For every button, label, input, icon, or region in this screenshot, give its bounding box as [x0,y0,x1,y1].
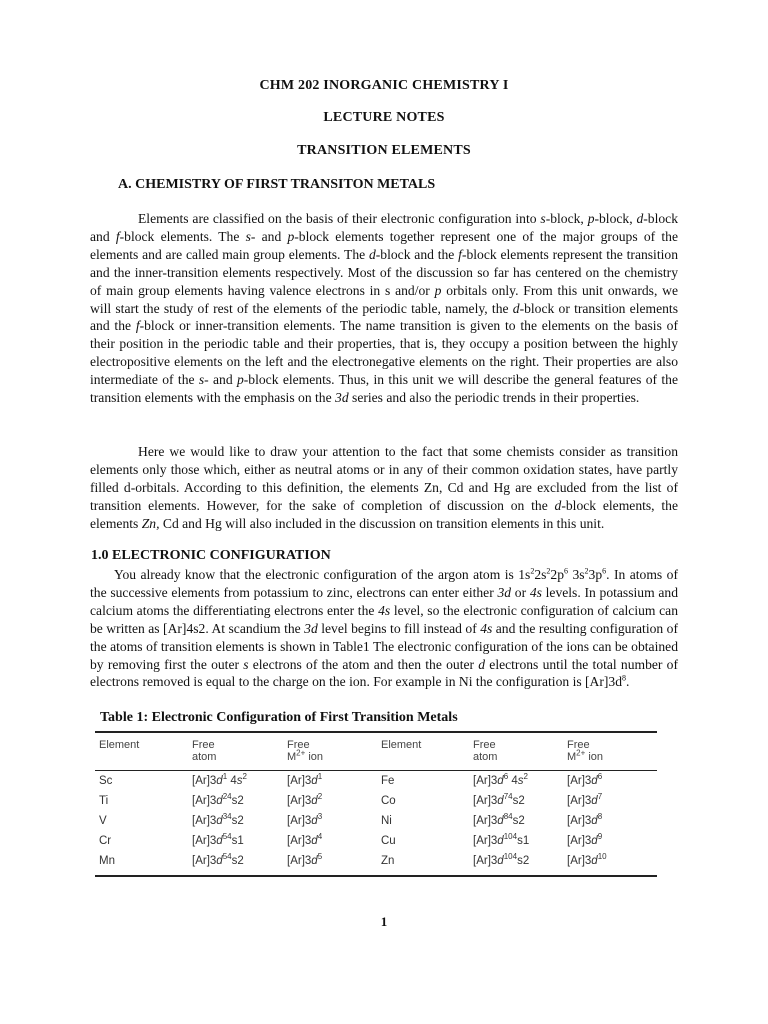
table-cell: Zn [381,855,395,867]
topic-title: TRANSITION ELEMENTS [297,143,471,158]
table-cell: Co [381,795,396,807]
table-cell: Cu [381,835,396,847]
section-1-paragraph [90,566,678,691]
table-cell: Ni [381,815,392,827]
table-cell: $[Ar]3d^6$ [567,772,603,787]
table-cell: Mn [99,855,115,867]
table-cell: V [99,815,107,827]
table-cell: Sc [99,775,113,787]
table-cell: $[Ar]3d^{54}s1$ [192,832,244,847]
section-a-heading: A. CHEMISTRY OF FIRST TRANSITON METALS [118,177,436,192]
table-cell: $[Ar]3d^{54}s2$ [192,852,244,867]
table-cell: Fe [381,775,395,787]
table-cell: $[Ar]3d^1$ $4s^2$ [192,772,247,787]
table-header-cell: Free $M^{2+}$ ion [287,739,324,763]
section-a-paragraph-1 [90,210,678,407]
table-cell: $[Ar]3d^9$ [567,832,603,847]
table-header-cell: Element [99,739,140,751]
table-header-rule [95,770,657,771]
table-cell: $[Ar]3d^4$ [287,832,323,847]
section-1-paragraph-text: You already know that the electronic configuration of the argon atom is $1s^22s^22p^6$ $3s^23p^6$. In atoms of the successive elements from potassium to zinc, electrons can enter either 3d or 4s levels. In potassium and calcium atoms the differentiating electrons enter the 4s level, so the electronic configuration of calcium can be written as [Ar]4s2. At scandium the 3d level begins to fill instead of 4s and the resulting configuration of the atoms of transition elements is shown in Table1 The electronic configuration of the ions can be obtained by removing first the outer s electrons of the atom and then the outer d electrons until the total number of electrons removed is equal to the charge on the ion. For example in Ni the configuration is $[Ar]3d^8$. [90,566,678,690]
table-header-cell: Free atom [473,739,498,763]
table-caption: Table 1: Electronic Configuration of First Transition Metals [100,710,458,725]
table-cell: $[Ar]3d^{34}s2$ [192,812,244,827]
table-cell: Cr [99,835,112,847]
lecture-notes-title: LECTURE NOTES [323,110,445,125]
table-cell: $[Ar]3d^{104}s1$ [473,832,530,847]
table-cell: $[Ar]3d^7$ [567,792,603,807]
table-header-cell: Free $M^{2+}$ ion [567,739,604,763]
table-cell: $[Ar]3d^1$ [287,772,323,787]
table-cell: $[Ar]3d^{104}s2$ [473,852,530,867]
table-cell: $[Ar]3d^{84}s2$ [473,812,525,827]
table-cell: $[Ar]3d^{24}s2$ [192,792,244,807]
section-a-paragraph-2-text: Here we would like to draw your attention to the fact that some chemists consider as transition elements only those which, either as neutral atoms or in any of their common oxidation states, have partly filled d-orbitals. According to this definition, the elements Zn, Cd and Hg are excluded from the list of transition elements. However, for the sake of completion of discussion on the d-block elements, the elements Zn, Cd and Hg will also included in the discussion on transition elements in this unit. [90,444,678,531]
table-cell: $[Ar]3d^8$ [567,812,603,827]
table-cell: $[Ar]3d^3$ [287,812,323,827]
table-cell: $[Ar]3d^6$ $4s^2$ [473,772,528,787]
table-cell: $[Ar]3d^{10}$ [567,852,607,867]
section-a-paragraph-1-text: Elements are classified on the basis of their electronic configuration into s-block, p-block, d-block and f-block elements. The s- and p-block elements together represent one of the major groups of the elements and are called main group elements. The d-block and the f-block elements represent the transition and the inner-transition elements respectively. Most of the discussion so far has centered on the chemistry of main group elements having valence electrons in s and/or p orbitals only. From this unit onwards, we will start the study of rest of the elements of the periodic table, namely, the d-block or transition elements and the f-block or inner-transition elements. The name transition is given to the elements on the basis of their position in the periodic table and their properties, that is, they occupy a position between the highly electropositive elements on the left and the electronegative elements on the right. Their properties are also intermediate of the s- and p-block elements. Thus, in this unit we will describe the general features of the transition elements with the emphasis on the 3d series and also the periodic trends in their properties. [90,211,679,406]
table-cell: $[Ar]3d^2$ [287,792,323,807]
course-title: CHM 202 INORGANIC CHEMISTRY I [259,78,509,93]
table-cell: Ti [99,795,109,807]
section-a-paragraph-2 [90,443,678,533]
configuration-table [95,731,657,877]
section-1-heading: 1.0 ELECTRONIC CONFIGURATION [91,548,331,563]
table-header-cell: Element [381,739,422,751]
table-cell: $[Ar]3d^5$ [287,852,323,867]
table-header-cell: Free atom [192,739,217,763]
page-number: 1 [380,914,388,929]
table-cell: $[Ar]3d^{74}s2$ [473,792,525,807]
